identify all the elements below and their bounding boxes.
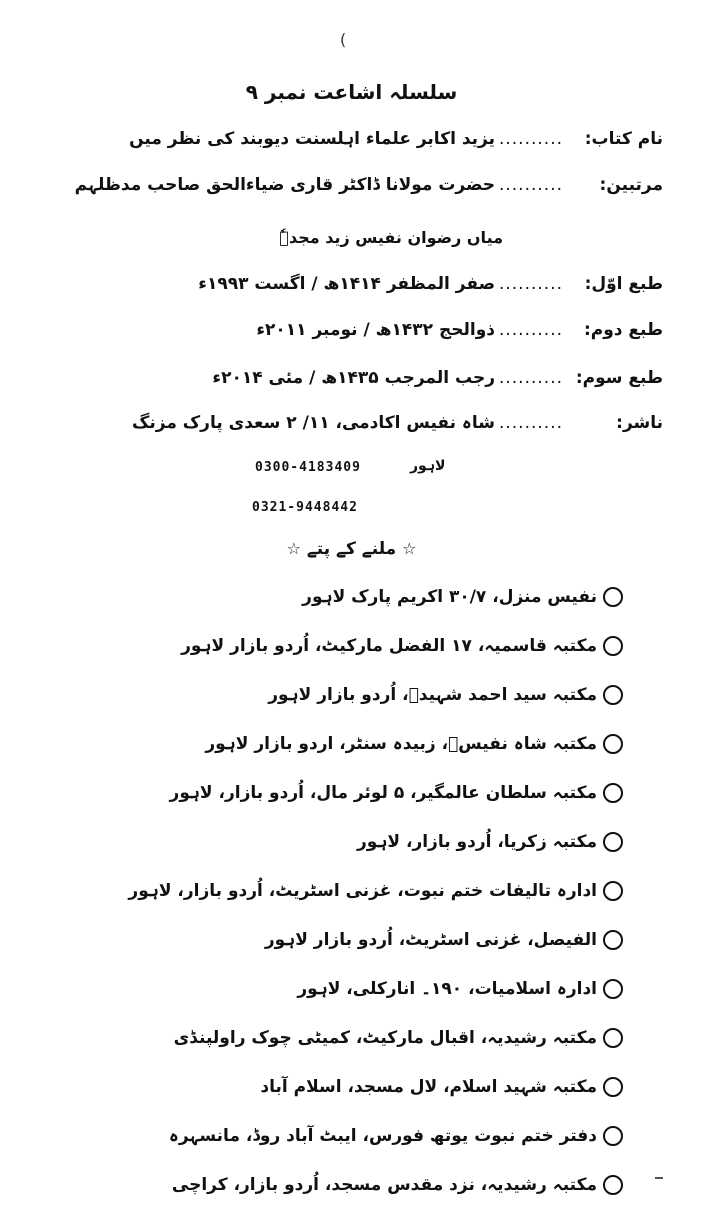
star-icon: ☆ [402, 539, 417, 558]
shop-item [143, 768, 623, 817]
shop-item [143, 964, 623, 1013]
publisher-phone-1: 0300-4183409 [255, 460, 361, 475]
third-edition-value: رجب المرجب ۱۴۳۵ھ / مئی ۲۰۱۴ء [212, 368, 495, 388]
shop-address: ادارہ اسلامیات، ۱۹۰۔ انارکلی، لاہور [297, 979, 597, 999]
circle-bullet-icon [603, 685, 623, 705]
book-name-value: یزید اکابر علماء اہلسنت دیوبند کی نظر میں [129, 129, 495, 149]
shop-item [143, 1111, 623, 1160]
second-edition-value: ذوالحج ۱۴۳۲ھ / نومبر ۲۰۱۱ء [256, 320, 495, 340]
circle-bullet-icon [603, 1028, 623, 1048]
compilers-row [74, 174, 663, 204]
shop-item [143, 670, 623, 719]
shop-item [143, 817, 623, 866]
shop-item [143, 719, 623, 768]
series-title: سلسلہ اشاعت نمبر ۹ [245, 80, 458, 104]
shop-address: مکتبہ قاسمیہ، ۱۷ الفضل مارکیٹ، اُردو بازار لاہور [181, 636, 597, 656]
circle-bullet-icon [603, 979, 623, 999]
circle-bullet-icon [603, 930, 623, 950]
second-edition-row [103, 320, 663, 350]
circle-bullet-icon [603, 587, 623, 607]
leader-dots: .......... [498, 320, 564, 340]
book-name-label: نام کتاب: [584, 129, 663, 149]
shop-address: مکتبہ رشیدیہ، اقبال مارکیٹ، کمیٹی چوک راولپنڈی [173, 1028, 597, 1048]
book-name-row [103, 128, 663, 158]
where-to-get-heading [0, 538, 703, 559]
circle-bullet-icon [603, 832, 623, 852]
compilers-label: مرتبین: [599, 175, 663, 195]
first-edition-value: صفر المظفر ۱۴۱۴ھ / اگست ۱۹۹۳ء [198, 274, 495, 294]
circle-bullet-icon [603, 1077, 623, 1097]
shop-item [128, 866, 623, 915]
circle-bullet-icon [603, 734, 623, 754]
leader-dots: .......... [498, 368, 564, 388]
publisher-label: ناشر: [616, 413, 663, 433]
where-to-get-title: ملنے کے پتے [306, 539, 397, 559]
second-edition-label: طبع دوم: [583, 320, 663, 340]
shop-item [143, 915, 623, 964]
leader-dots: .......... [498, 175, 564, 195]
circle-bullet-icon [603, 783, 623, 803]
stray-corner-mark [655, 1177, 663, 1179]
second-compiler: میاں رضوان نفیس زید مجدہٗ [279, 228, 503, 247]
circle-bullet-icon [603, 1126, 623, 1146]
first-edition-label: طبع اوّل: [584, 274, 663, 294]
stray-ink-mark: ( [340, 30, 347, 49]
publisher-row [103, 412, 663, 442]
leader-dots: .......... [498, 274, 564, 294]
publisher-phone-2: 0321-9448442 [252, 500, 358, 515]
shop-address: مکتبہ سلطان عالمگیر، ۵ لوئر مال، اُردو بازار، لاہور [169, 783, 597, 803]
shop-address: دفتر ختم نبوت یوتھ فورس، ایبٹ آباد روڈ، مانسہرہ [168, 1126, 597, 1146]
shop-item [143, 572, 623, 621]
circle-bullet-icon [603, 881, 623, 901]
compilers-value: حضرت مولانا ڈاکٹر قاری ضیاءالحق صاحب مدظلہم [74, 175, 495, 195]
leader-dots: .......... [498, 129, 564, 149]
third-edition-row [103, 368, 663, 398]
circle-bullet-icon [603, 636, 623, 656]
shop-address: نفیس منزل، ۳۰/۷ اکریم پارک لاہور [302, 587, 597, 607]
star-icon: ☆ [286, 539, 301, 558]
shop-item [143, 1062, 623, 1111]
shop-address: مکتبہ زکریا، اُردو بازار، لاہور [357, 832, 597, 852]
shop-item [143, 1160, 623, 1209]
shop-address: مکتبہ سید احمد شہیدؒ، اُردو بازار لاہور [268, 685, 597, 705]
circle-bullet-icon [603, 1175, 623, 1195]
shop-item [143, 1013, 623, 1062]
shop-list [128, 572, 623, 1209]
shop-address: مکتبہ شاہ نفیسؒ، زبیدہ سنٹر، اردو بازار لاہور [205, 734, 597, 754]
publisher-value: شاہ نفیس اکادمی، ۱۱/ ۲ سعدی پارک مزنگ [131, 413, 495, 433]
shop-item [143, 621, 623, 670]
leader-dots: .......... [498, 413, 564, 433]
shop-address: الفیصل، غزنی اسٹریٹ، اُردو بازار لاہور [264, 930, 597, 950]
shop-address: ادارہ تالیفات ختم نبوت، غزنی اسٹریٹ، اُردو بازار، لاہور [128, 881, 597, 901]
third-edition-label: طبع سوم: [575, 368, 663, 388]
first-edition-row [103, 274, 663, 304]
shop-address: مکتبہ شہید اسلام، لال مسجد، اسلام آباد [260, 1077, 597, 1097]
publisher-city: لاہور [410, 458, 446, 474]
shop-address: مکتبہ رشیدیہ، نزد مقدس مسجد، اُردو بازار، کراچی [171, 1175, 597, 1195]
